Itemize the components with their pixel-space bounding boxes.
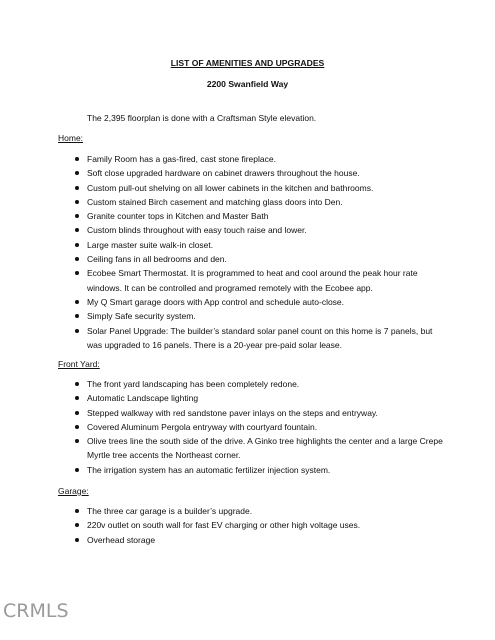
bullet-icon — [75, 157, 79, 161]
bullet-icon — [75, 300, 79, 304]
bullet-icon — [75, 382, 79, 386]
list-item: The front yard landscaping has been completely redone. — [0, 377, 447, 391]
bullet-icon — [75, 200, 79, 204]
bullet-icon — [75, 439, 79, 443]
bullet-icon — [75, 538, 79, 542]
list-item: Stepped walkway with red sandstone paver inlays on the steps and entryway. — [0, 406, 447, 420]
bullet-icon — [75, 329, 79, 333]
bullet-icon — [75, 314, 79, 318]
home-amenities-list — [0, 152, 495, 352]
list-item: Ecobee Smart Thermostat. It is programmed to heat and cool around the peak hour rate windows. It can be controlled and programed remotely with the Ecobee app. — [0, 266, 447, 295]
bullet-icon — [75, 396, 79, 400]
bullet-icon — [75, 186, 79, 190]
bullet-icon — [75, 214, 79, 218]
bullet-icon — [75, 243, 79, 247]
section-heading-garage: Garage: — [58, 486, 89, 496]
list-item: Custom stained Birch casement and matching glass doors into Den. — [0, 195, 447, 209]
list-item: Automatic Landscape lighting — [0, 391, 447, 405]
property-address: 2200 Swanfield Way — [206, 79, 289, 89]
list-item: Olive trees line the south side of the drive. A Ginko tree highlights the center and a large Crepe Myrtle tree accents the Northeast corner. — [0, 434, 447, 463]
list-item: Granite counter tops in Kitchen and Master Bath — [0, 209, 447, 223]
bullet-icon — [75, 509, 79, 513]
bullet-icon — [75, 171, 79, 175]
list-item: The three car garage is a builder’s upgrade. — [0, 504, 447, 518]
bullet-icon — [75, 523, 79, 527]
garage-amenities-list — [0, 504, 495, 547]
list-item: The irrigation system has an automatic fertilizer injection system. — [0, 463, 447, 477]
bullet-icon — [75, 468, 79, 472]
bullet-icon — [75, 271, 79, 275]
list-item: Overhead storage — [0, 533, 447, 547]
list-item: Solar Panel Upgrade: The builder’s standard solar panel count on this home is 7 panels, but was upgraded to 16 panels. There is a 20-year pre-paid solar lease. — [0, 324, 447, 353]
list-item: Large master suite walk-in closet. — [0, 238, 447, 252]
bullet-icon — [75, 228, 79, 232]
list-item: My Q Smart garage doors with App control and schedule auto-close. — [0, 295, 447, 309]
section-heading-front-yard: Front Yard: — [58, 359, 100, 369]
list-item: Custom pull-out shelving on all lower cabinets in the kitchen and bathrooms. — [0, 181, 447, 195]
list-item: Soft close upgraded hardware on cabinet drawers throughout the house. — [0, 166, 447, 180]
crmls-watermark: CRMLS — [3, 600, 69, 622]
section-heading-home: Home: — [58, 133, 84, 143]
intro-paragraph: The 2,395 floorplan is done with a Craftsman Style elevation. — [87, 113, 317, 123]
list-item: Custom blinds throughout with easy touch raise and lower. — [0, 223, 447, 237]
list-item: Ceiling fans in all bedrooms and den. — [0, 252, 447, 266]
front-yard-amenities-list — [0, 377, 495, 477]
bullet-icon — [75, 425, 79, 429]
list-item: Family Room has a gas-fired, cast stone fireplace. — [0, 152, 447, 166]
list-item: 220v outlet on south wall for fast EV charging or other high voltage uses. — [0, 518, 447, 532]
list-item: Covered Aluminum Pergola entryway with courtyard fountain. — [0, 420, 447, 434]
list-item: Simply Safe security system. — [0, 309, 447, 323]
document-title: LIST OF AMENITIES AND UPGRADES — [170, 58, 325, 68]
bullet-icon — [75, 257, 79, 261]
bullet-icon — [75, 411, 79, 415]
